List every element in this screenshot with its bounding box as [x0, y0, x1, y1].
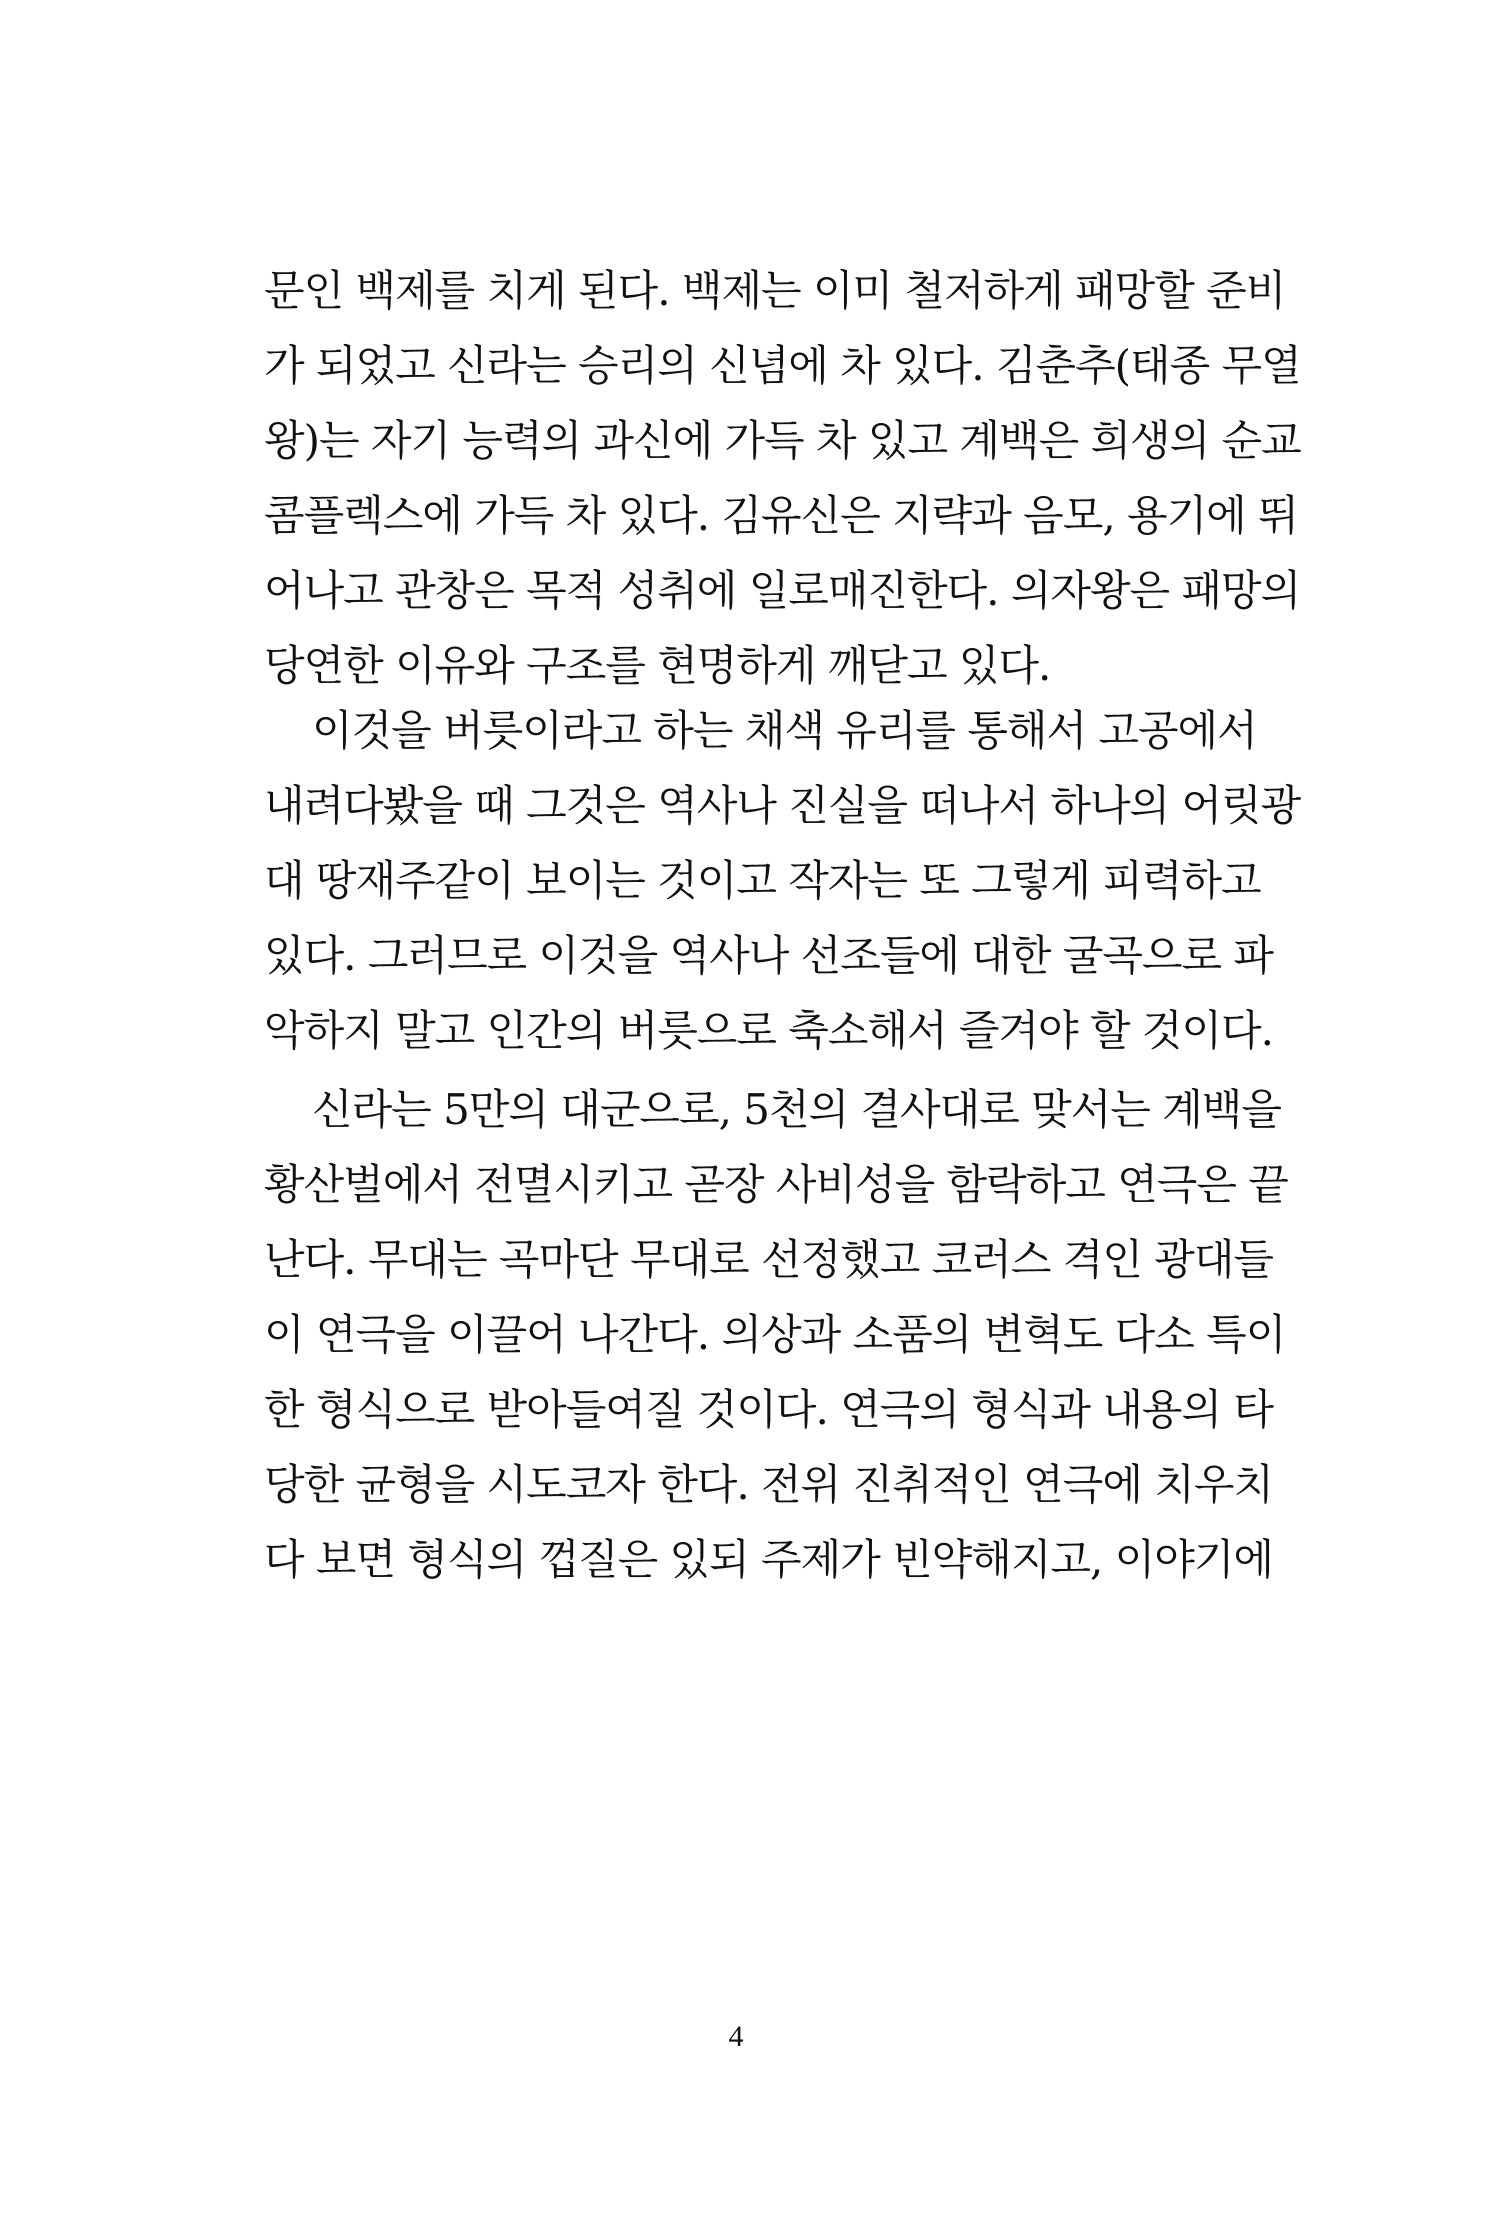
- paragraph-1-line-2: 가 되었고 신라는 승리의 신념에 차 있다. 김춘추(태종 무열: [264, 341, 1301, 390]
- paragraph-2-line-4: 있다. 그러므로 이것을 역사나 선조들에 대한 굴곡으로 파: [264, 931, 1273, 980]
- page-number: 4: [728, 2020, 744, 2053]
- paragraph-3-line-7: 다 보면 형식의 껍질은 있되 주제가 빈약해지고, 이야기에: [264, 1535, 1273, 1584]
- paragraph-2-line-1: 이것을 버릇이라고 하는 채색 유리를 통해서 고공에서: [312, 706, 1257, 755]
- paragraph-1-line-4: 콤플렉스에 가득 차 있다. 김유신은 지략과 음모, 용기에 뛰: [264, 491, 1298, 540]
- paragraph-1-line-3: 왕)는 자기 능력의 과신에 가득 차 있고 계백은 희생의 순교: [264, 416, 1301, 465]
- paragraph-3-line-1: 신라는 5만의 대군으로, 5천의 결사대로 맞서는 계백을: [312, 1085, 1281, 1134]
- paragraph-2-line-2: 내려다봤을 때 그것은 역사나 진실을 떠나서 하나의 어릿광: [264, 781, 1301, 830]
- paragraph-1-line-1: 문인 백제를 치게 된다. 백제는 이미 철저하게 패망할 준비: [264, 266, 1286, 315]
- paragraph-3-line-3: 난다. 무대는 곡마단 무대로 선정했고 코러스 격인 광대들: [264, 1235, 1273, 1284]
- paragraph-3-line-5: 한 형식으로 받아들여질 것이다. 연극의 형식과 내용의 타: [264, 1385, 1273, 1434]
- paragraph-1-line-5: 어나고 관창은 목적 성취에 일로매진한다. 의자왕은 패망의: [264, 566, 1301, 615]
- paragraph-1-line-6: 당연한 이유와 구조를 현명하게 깨닫고 있다.: [264, 641, 1051, 690]
- paragraph-2-line-5: 악하지 말고 인간의 버릇으로 축소해서 즐겨야 할 것이다.: [264, 1006, 1273, 1055]
- paragraph-2-line-3: 대 땅재주같이 보이는 것이고 작자는 또 그렇게 피력하고: [264, 856, 1261, 905]
- paragraph-3-line-4: 이 연극을 이끌어 나간다. 의상과 소품의 변혁도 다소 특이: [264, 1310, 1286, 1359]
- paragraph-3-line-6: 당한 균형을 시도코자 한다. 전위 진취적인 연극에 치우치: [264, 1460, 1273, 1509]
- paragraph-3-line-2: 황산벌에서 전멸시키고 곧장 사비성을 함락하고 연극은 끝: [264, 1160, 1288, 1209]
